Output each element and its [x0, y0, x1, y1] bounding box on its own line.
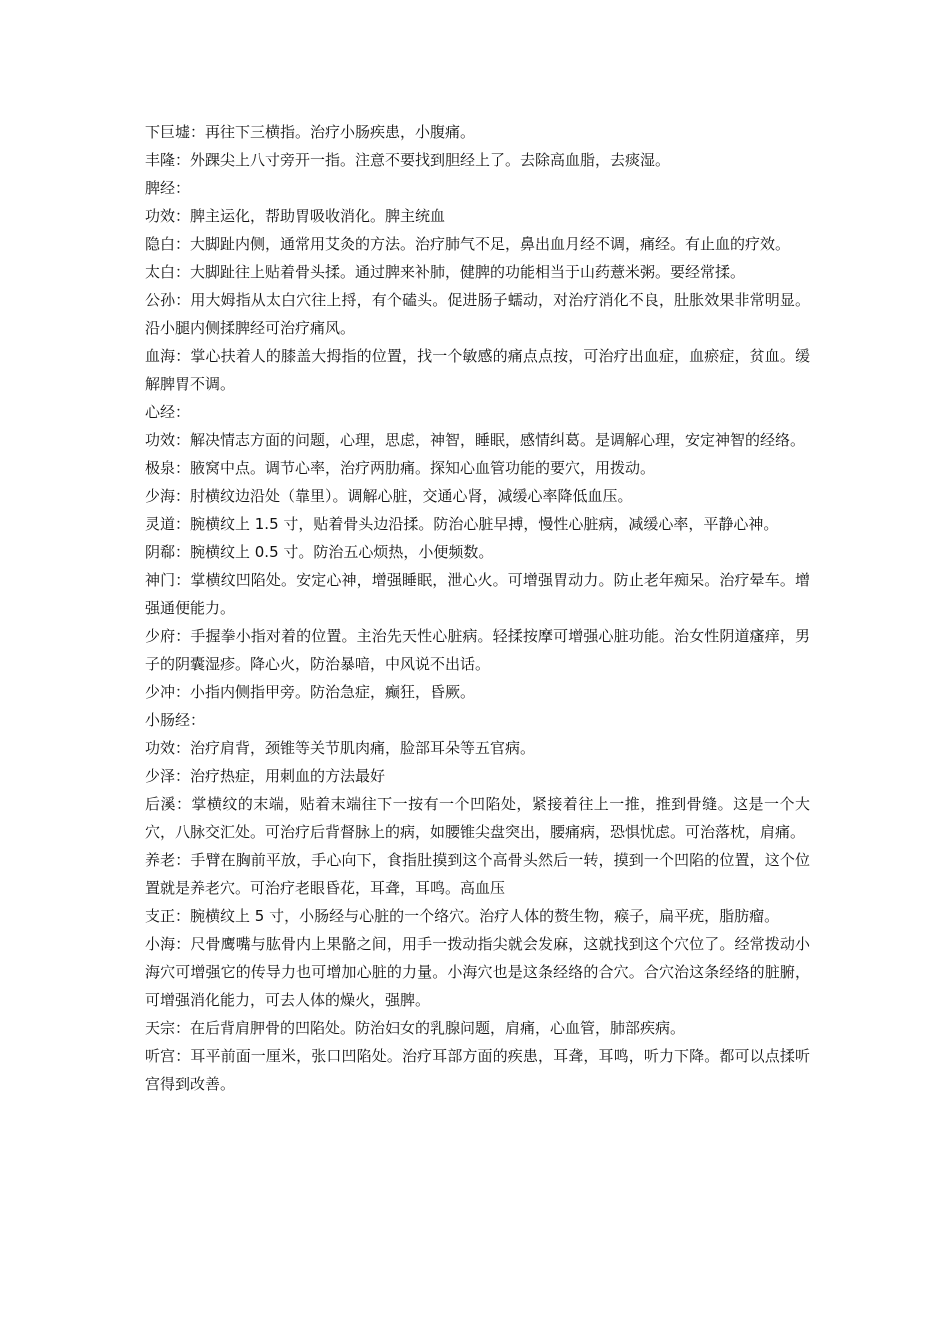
paragraph-xuehai: 血海：掌心扶着人的膝盖大拇指的位置，找一个敏感的痛点点按，可治疗出血症，血瘀症，贫血。缓解脾胃不调。 — [145, 347, 810, 393]
paragraph-yinxi: 阴郗：腕横纹上 0.5 寸。防治五心烦热，小便频数。 — [145, 543, 494, 561]
paragraph-heart-effect: 功效：解决情志方面的问题，心理，思虑，神智，睡眠，感情纠葛。是调解心理，安定神智的经络。 — [145, 431, 806, 449]
document-body — [145, 118, 810, 1098]
section-heading-heart: 心经： — [145, 403, 191, 421]
paragraph-spleen-effect: 功效：脾主运化，帮助胃吸收消化。脾主统血 — [145, 207, 446, 225]
paragraph-jiquan: 极泉：腋窝中点。调节心率，治疗两肋痛。探知心血管功能的要穴，用拨动。 — [145, 459, 656, 477]
paragraph-shaochong: 少冲：小指内侧指甲旁。防治急症，癫狂，昏厥。 — [145, 683, 476, 701]
paragraph-zhizheng: 支正：腕横纹上 5 寸，小肠经与心脏的一个络穴。治疗人体的赘生物，瘊子，扁平疣，脂肪瘤。 — [145, 907, 780, 925]
paragraph-gongsun: 公孙：用大姆指从太白穴往上捋，有个磕头。促进肠子蠕动，对治疗消化不良，肚胀效果非常明显。沿小腿内侧揉脾经可治疗痛风。 — [145, 291, 810, 337]
section-heading-small-intestine: 小肠经： — [145, 711, 206, 729]
paragraph-tinggong: 听宫：耳平前面一厘米，张口凹陷处。治疗耳部方面的疾患，耳聋，耳鸣，听力下降。都可以点揉听宫得到改善。 — [145, 1047, 810, 1093]
paragraph-yanglao: 养老：手臂在胸前平放，手心向下，食指肚摸到这个高骨头然后一转，摸到一个凹陷的位置，这个位置就是养老穴。可治疗老眼昏花，耳聋，耳鸣。高血压 — [145, 851, 810, 897]
paragraph-taibai: 太白：大脚趾往上贴着骨头揉。通过脾来补肺，健脾的功能相当于山药薏米粥。要经常揉。 — [145, 263, 746, 281]
paragraph-shenmen: 神门：掌横纹凹陷处。安定心神，增强睡眠，泄心火。可增强胃动力。防止老年痴呆。治疗晕车。增强通便能力。 — [145, 571, 810, 617]
paragraph-houxi: 后溪：掌横纹的末端，贴着末端往下一按有一个凹陷处，紧接着往上一推，推到骨缝。这是一个大穴，八脉交汇处。可治疗后背督脉上的病，如腰锥尖盘突出，腰痛病，恐惧忧虑。可治落枕，肩痛。 — [145, 795, 810, 841]
paragraph-shaofu: 少府：手握拳小指对着的位置。主治先天性心脏病。轻揉按摩可增强心脏功能。治女性阴道瘙痒，男子的阴囊湿疹。降心火，防治暴喑，中风说不出话。 — [145, 627, 810, 673]
paragraph-tianzong: 天宗：在后背肩胛骨的凹陷处。防治妇女的乳腺问题，肩痛，心血管，肺部疾病。 — [145, 1019, 686, 1037]
paragraph-xiaohai: 小海：尺骨鹰嘴与肱骨内上果骼之间，用手一拨动指尖就会发麻，这就找到这个穴位了。经常拨动小海穴可增强它的传导力也可增加心脏的力量。小海穴也是这条经络的合穴。合穴治这条经络的脏腑，可增强消化能力，可去人体的燥火，强脾。 — [145, 935, 810, 1009]
section-heading-spleen: 脾经： — [145, 179, 191, 197]
paragraph-shaoze: 少泽：治疗热症，用刺血的方法最好 — [145, 767, 386, 785]
paragraph-fenglong: 丰隆：外踝尖上八寸旁开一指。注意不要找到胆经上了。去除高血脂，去痰湿。 — [145, 151, 671, 169]
paragraph-yinbai: 隐白：大脚趾内侧，通常用艾灸的方法。治疗肺气不足，鼻出血月经不调，痛经。有止血的疗效。 — [145, 235, 791, 253]
paragraph-small-intestine-effect: 功效：治疗肩背，颈锥等关节肌肉痛，脸部耳朵等五官病。 — [145, 739, 536, 757]
paragraph-shaohai: 少海：肘横纹边沿处（靠里）。调解心脏，交通心肾，减缓心率降低血压。 — [145, 487, 633, 505]
paragraph-xiajuxu: 下巨墟：再往下三横指。治疗小肠疾患，小腹痛。 — [145, 123, 476, 141]
paragraph-lingdao: 灵道：腕横纹上 1.5 寸，贴着骨头边沿揉。防治心脏早搏，慢性心脏病，减缓心率，平静心神。 — [145, 515, 779, 533]
